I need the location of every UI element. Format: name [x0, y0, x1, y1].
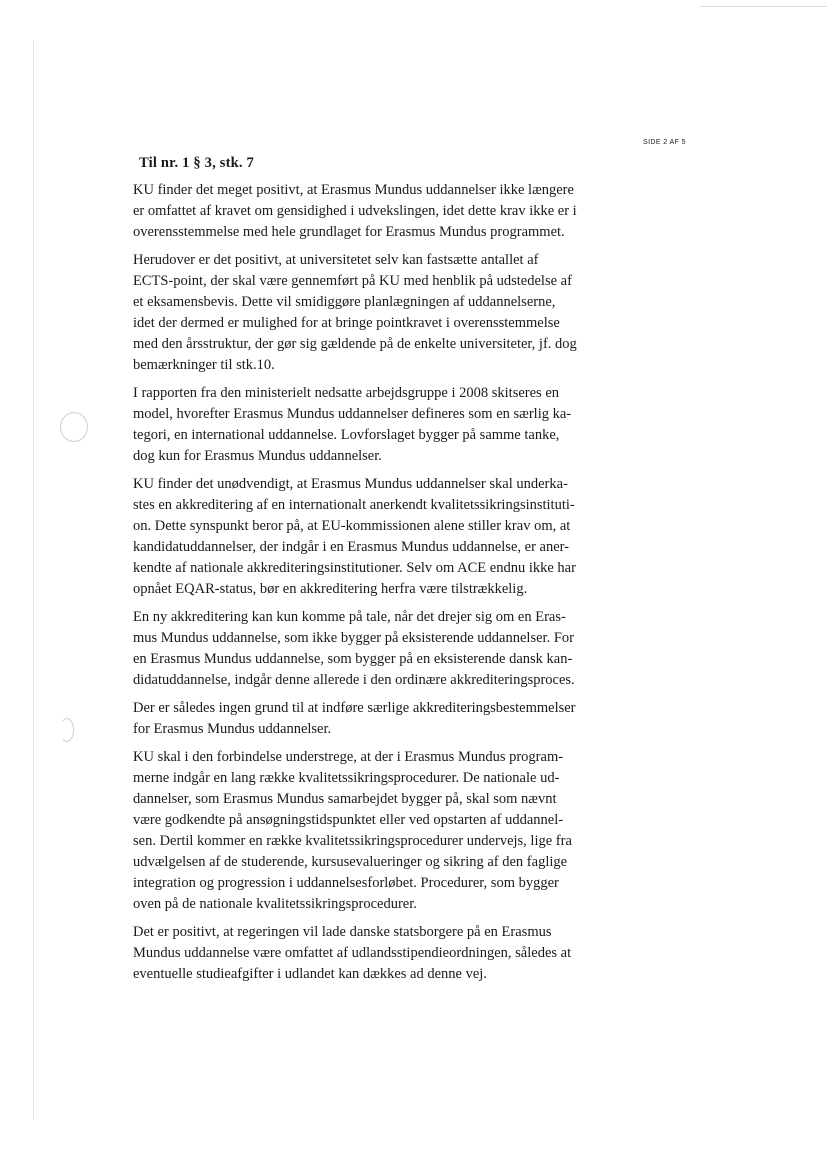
text-line: kandidatuddannelser, der indgår i en Erasmus Mundus uddannelse, er aner-	[133, 539, 570, 555]
punch-hole-mark	[60, 718, 74, 742]
text-line: er omfattet af kravet om gensidighed i udvekslingen, idet dette krav ikke er i	[133, 203, 577, 219]
section-heading: Til nr. 1 § 3, stk. 7	[139, 155, 254, 171]
punch-hole-mark	[60, 412, 88, 442]
text-line: mus Mundus uddannelse, som ikke bygger på eksisterende uddannelser. For	[133, 630, 574, 646]
paragraph	[133, 922, 605, 985]
text-line: et eksamensbevis. Dette vil smidiggøre planlægningen af uddannelserne,	[133, 294, 556, 310]
document-body	[133, 155, 605, 992]
paragraph	[133, 698, 605, 740]
text-line: med den årsstruktur, der gør sig gældende på de enkelte universiteter, jf. dog	[133, 336, 577, 352]
text-line: sen. Dertil kommer en række kvalitetssikringsprocedurer undervejs, lige fra	[133, 833, 572, 849]
text-line: Der er således ingen grund til at indføre særlige akkrediteringsbestemmelser	[133, 700, 576, 716]
text-line: overensstemmelse med hele grundlaget for Erasmus Mundus programmet.	[133, 224, 565, 240]
text-line: idet der dermed er mulighed for at bringe pointkravet i overensstemmelse	[133, 315, 560, 331]
paragraph	[133, 383, 605, 467]
text-line: model, hvorefter Erasmus Mundus uddannelser defineres som en særlig ka-	[133, 406, 572, 422]
text-line: opnået EQAR-status, bør en akkreditering herfra være tilstrækkelig.	[133, 581, 528, 597]
text-line: være godkendte på ansøgningstidspunktet eller ved opstarten af uddannel-	[133, 812, 564, 828]
text-line: Mundus uddannelse være omfattet af udlandsstipendieordningen, således at	[133, 945, 572, 961]
text-line: integration og progression i uddannelsesforløbet. Procedurer, som bygger	[133, 875, 559, 891]
text-line: udvælgelsen af de studerende, kursusevalueringer og sikring af den faglige	[133, 854, 568, 870]
text-line: stes en akkreditering af en internationalt anerkendt kvalitetssikringsinstituti-	[133, 497, 575, 513]
text-line: KU finder det meget positivt, at Erasmus Mundus uddannelser ikke længere	[133, 182, 574, 198]
paragraph-list	[133, 180, 605, 985]
page-number: SIDE 2 AF 5	[643, 139, 686, 146]
text-line: bemærkninger til stk.10.	[133, 357, 275, 373]
paragraph	[133, 474, 605, 600]
text-line: Det er positivt, at regeringen vil lade danske statsborgere på en Erasmus	[133, 924, 552, 940]
text-line: tegori, en international uddannelse. Lovforslaget bygger på samme tanke,	[133, 427, 560, 443]
paragraph	[133, 180, 605, 243]
text-line: KU skal i den forbindelse understrege, at der i Erasmus Mundus program-	[133, 749, 564, 765]
text-line: I rapporten fra den ministerielt nedsatte arbejdsgruppe i 2008 skitseres en	[133, 385, 560, 401]
scan-margin-line	[33, 40, 34, 1120]
text-line: dannelser, som Erasmus Mundus samarbejdet bygger på, skal som nævnt	[133, 791, 557, 807]
paragraph	[133, 250, 605, 376]
text-line: didatuddannelse, indgår denne allerede i den ordinære akkrediteringsproces.	[133, 672, 575, 688]
paragraph	[133, 747, 605, 915]
text-line: eventuelle studieafgifter i udlandet kan dækkes ad denne vej.	[133, 966, 487, 982]
text-line: En ny akkreditering kan kun komme på tale, når det drejer sig om en Eras-	[133, 609, 566, 625]
text-line: on. Dette synspunkt beror på, at EU-kommissionen alene stiller krav om, at	[133, 518, 571, 534]
text-line: Herudover er det positivt, at universitetet selv kan fastsætte antallet af	[133, 252, 539, 268]
paragraph	[133, 607, 605, 691]
text-line: ECTS-point, der skal være gennemført på KU med henblik på udstedelse af	[133, 273, 572, 289]
top-edge-rule	[700, 6, 827, 7]
text-line: oven på de nationale kvalitetssikringsprocedurer.	[133, 896, 417, 912]
text-line: merne indgår en lang række kvalitetssikringsprocedurer. De nationale ud-	[133, 770, 560, 786]
text-line: for Erasmus Mundus uddannelser.	[133, 721, 332, 737]
text-line: dog kun for Erasmus Mundus uddannelser.	[133, 448, 382, 464]
text-line: KU finder det unødvendigt, at Erasmus Mundus uddannelser skal underka-	[133, 476, 568, 492]
text-line: kendte af nationale akkrediteringsinstitutioner. Selv om ACE endnu ikke har	[133, 560, 576, 576]
text-line: en Erasmus Mundus uddannelse, som bygger på en eksisterende dansk kan-	[133, 651, 573, 667]
